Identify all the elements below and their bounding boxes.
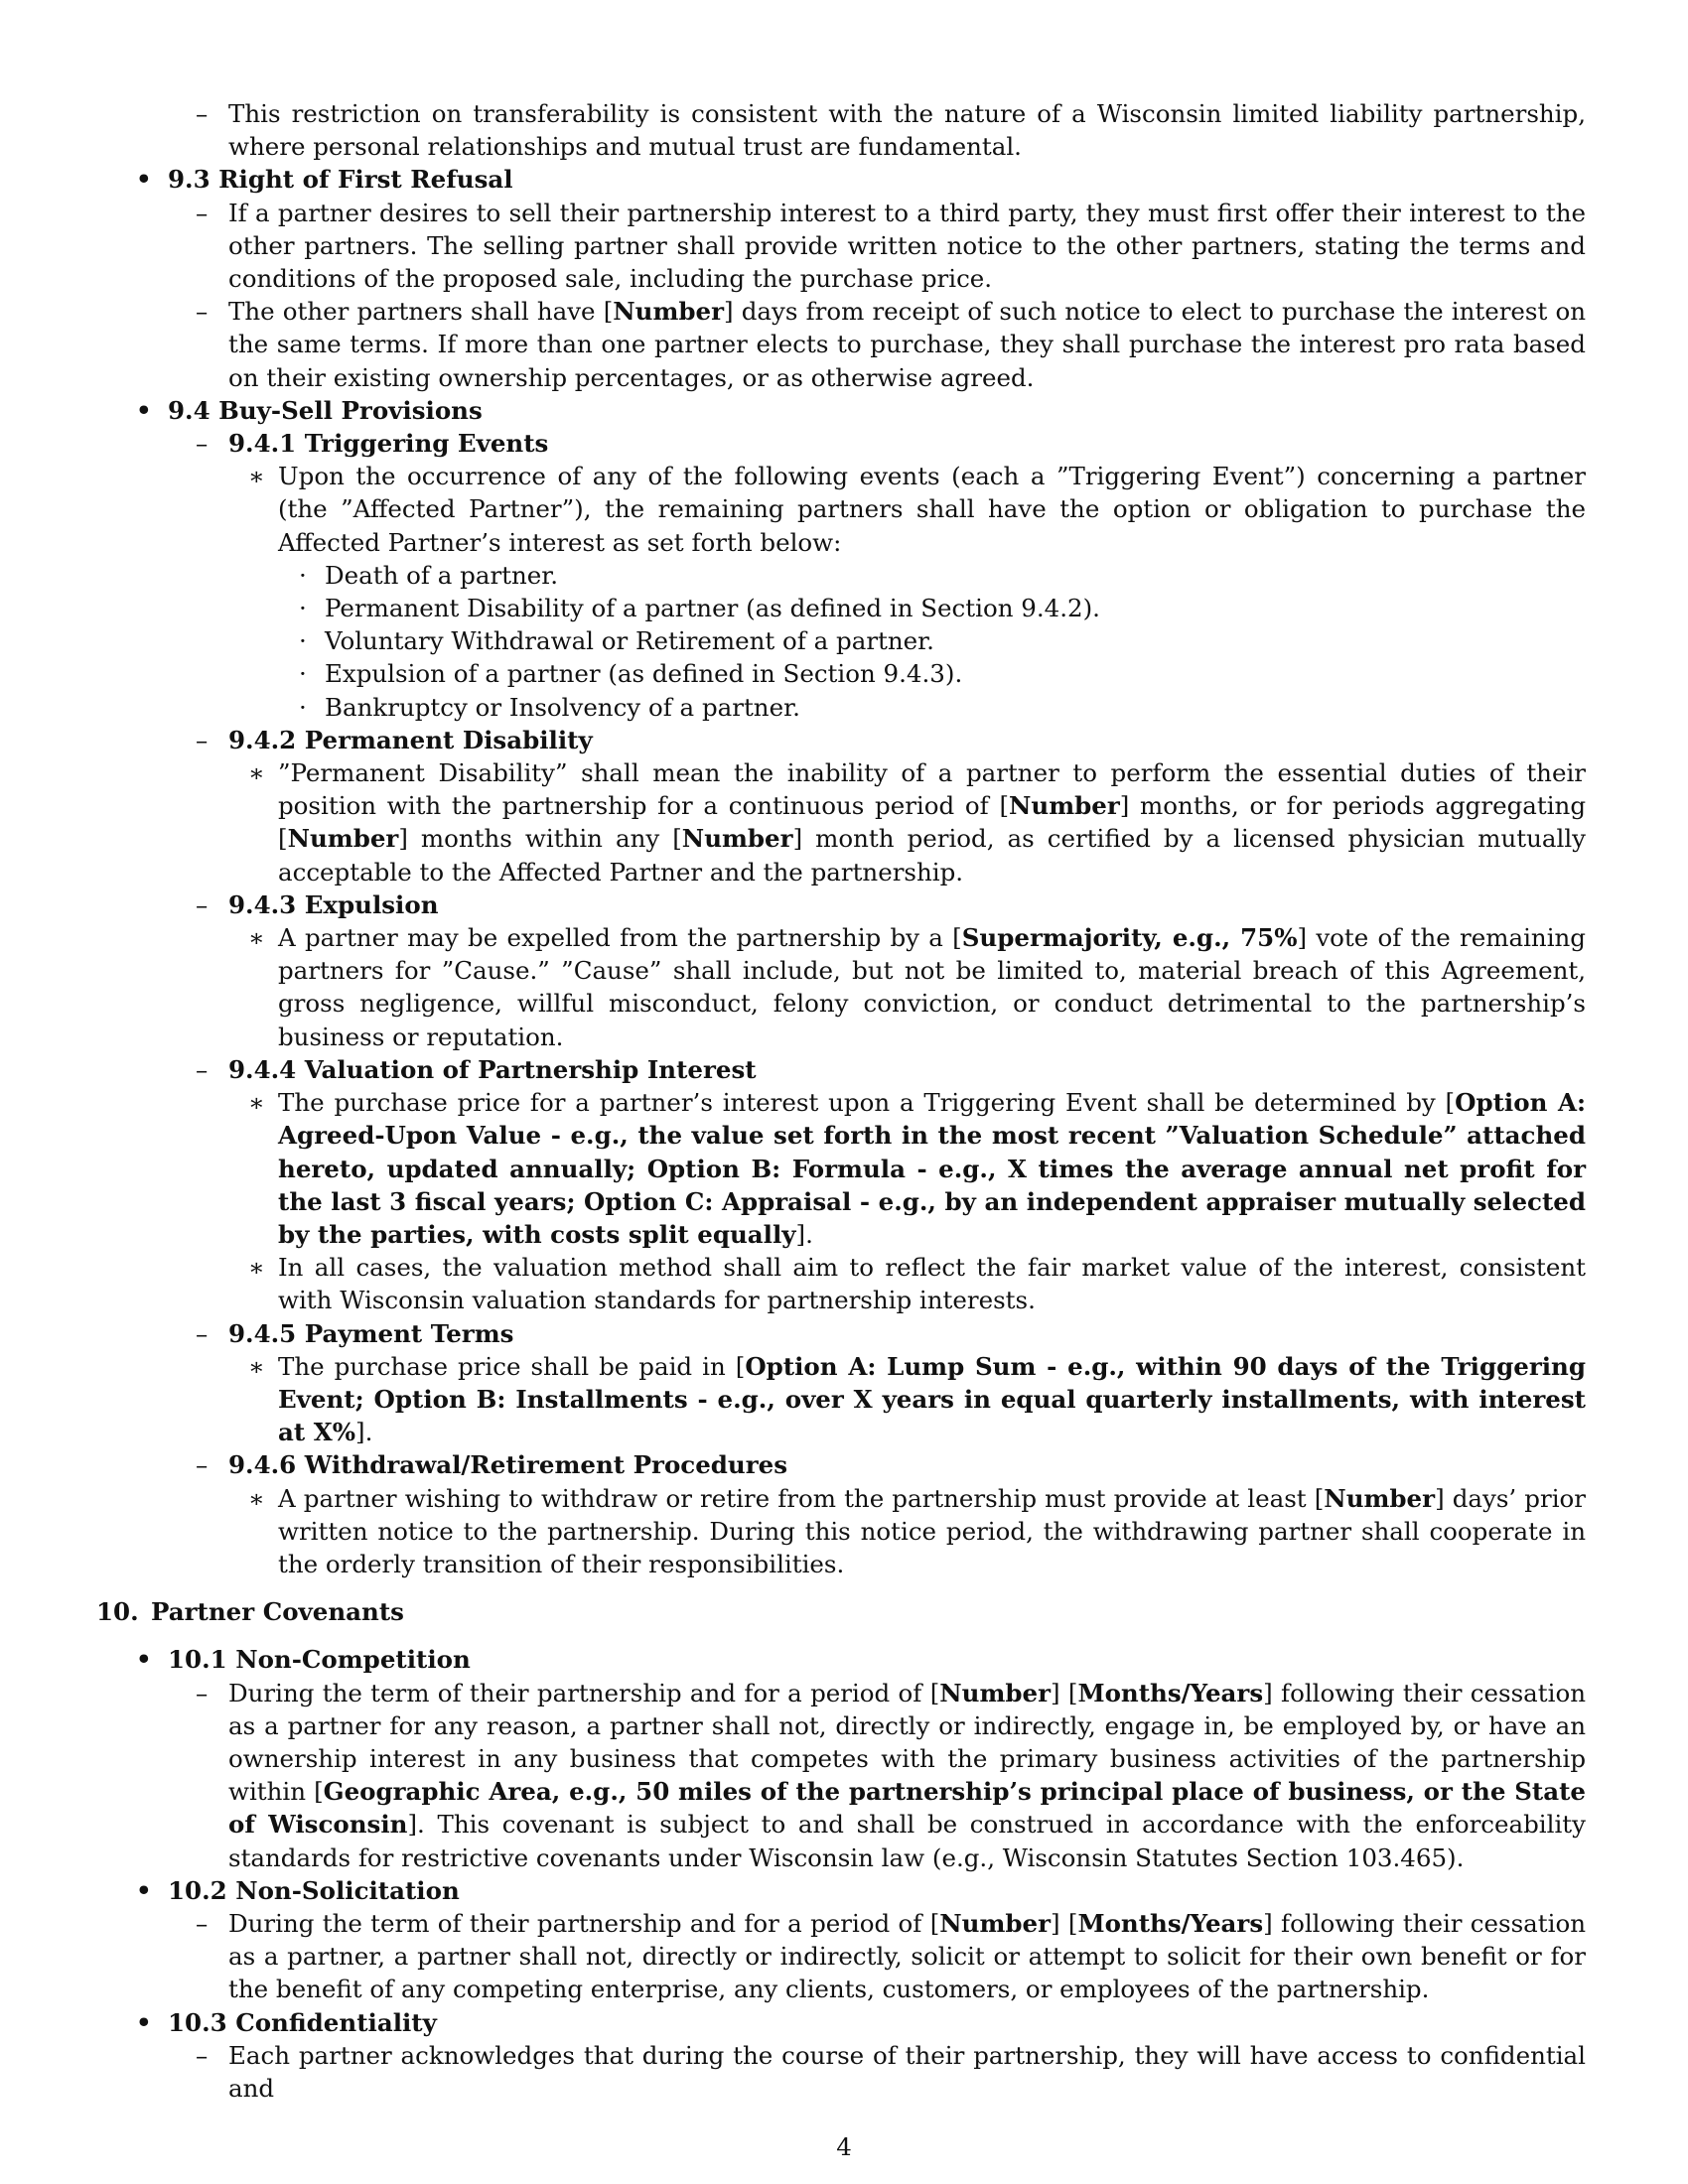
bold-text: Partner Covenants	[151, 1597, 404, 1627]
list-marker: •	[136, 1645, 152, 1675]
text-run: ] following their cessation as a partner, a partner shall not, directly or indirectly, solicit or attempt to solicit for their own benefit or for the benefit of any competing enterprise, any clients, customers, or employees of the partnership.	[228, 1908, 1586, 2004]
page-number: 4	[836, 2132, 852, 2161]
sub-list-item	[96, 197, 1586, 296]
list-marker: –	[196, 725, 209, 754]
list-item	[96, 1874, 1586, 1907]
sub-list-item	[96, 1907, 1586, 2006]
list-marker: •	[136, 395, 152, 425]
list-marker: ·	[299, 659, 307, 689]
bold-text: 10.2 Non-Solicitation	[168, 1875, 460, 1905]
sub-sub-list-item	[96, 1086, 1586, 1251]
text-run: Death of a partner.	[325, 560, 559, 590]
list-marker: –	[196, 1054, 209, 1084]
text-run: ] following their cessation as a partner for any reason, a partner shall not, directly or indirectly, engage in, be employed by, or have an ownership interest in any business that competes with the primary business activities of the partnership within [	[228, 1678, 1586, 1807]
sub-list-item	[96, 295, 1586, 394]
sub-list-item	[96, 888, 1586, 921]
bold-text: Number	[681, 824, 793, 854]
sub-list-item	[96, 1448, 1586, 1481]
bullet-item	[96, 691, 1586, 724]
sub-sub-list-item	[96, 921, 1586, 1053]
list-marker: •	[136, 2007, 152, 2037]
sub-sub-list-item	[96, 756, 1586, 888]
list-marker: ∗	[248, 923, 265, 953]
list-marker: –	[196, 297, 209, 327]
list-marker: –	[196, 889, 209, 919]
bold-text: Months/Years	[1077, 1678, 1264, 1707]
list-marker: –	[196, 1318, 209, 1348]
list-marker: –	[196, 1678, 209, 1707]
text-run: This restriction on transferability is consistent with the nature of a Wisconsin limited liability partnership, where personal relationships and mutual trust are fundamental.	[228, 99, 1586, 162]
list-item	[96, 163, 1586, 196]
bold-text: 9.4.1 Triggering Events	[228, 429, 549, 459]
bold-text: Number	[1324, 1483, 1436, 1513]
bullet-item	[96, 592, 1586, 624]
list-marker: –	[196, 1908, 209, 1938]
list-marker: ∗	[248, 1253, 265, 1283]
bold-text: Geographic Area, e.g., 50 miles of the partnership’s principal place of business, or the State of Wisconsin	[228, 1777, 1586, 1840]
list-marker: –	[196, 2040, 209, 2070]
text-run: ] days’ prior written notice to the partnership. During this notice period, the withdrawing partner shall cooperate in the orderly transition of their responsibilities.	[278, 1483, 1586, 1578]
bold-text: Option A: Agreed-Upon Value - e.g., the value set forth in the most recent ”Valuation Schedule” attached hereto, updated annually; Option B: Formula - e.g., X times the average annual net profit for the last 3 fiscal years; Option C: Appraisal - e.g., by an independent appraiser mutually selected by the parties, with costs split equally	[278, 1088, 1586, 1249]
sub-sub-list-item	[96, 1251, 1586, 1316]
text-run: ]. This covenant is subject to and shall be construed in accordance with the enforceability standards for restrictive covenants under Wisconsin law (e.g., Wisconsin Statutes Section 103.465).	[228, 1810, 1586, 1872]
bold-text: Supermajority, e.g., 75%	[961, 923, 1298, 953]
bold-text: 10.1 Non-Competition	[168, 1645, 471, 1675]
text-run: Upon the occurrence of any of the following events (each a ”Triggering Event”) concerning a partner (the ”Affected Partner”), the remaining partners shall have the option or obligation to purchase the Affected Partner’s interest as set forth below:	[278, 462, 1586, 557]
list-marker: ·	[299, 692, 307, 722]
list-marker: –	[196, 99, 209, 128]
text-run: ] month period, as certified by a licensed physician mutually acceptable to the Affected Partner and the partnership.	[278, 824, 1586, 887]
list-marker: –	[196, 1450, 209, 1480]
bold-text: 9.4.2 Permanent Disability	[228, 725, 593, 754]
bullet-item	[96, 657, 1586, 690]
list-marker: –	[196, 429, 209, 459]
sub-list-item	[96, 724, 1586, 756]
list-marker: ·	[299, 626, 307, 656]
list-marker: –	[196, 198, 209, 227]
text-run: During the term of their partnership and for a period of [	[228, 1908, 940, 1938]
list-marker: ·	[299, 560, 307, 590]
list-marker: •	[136, 165, 152, 195]
text-run: In all cases, the valuation method shall aim to reflect the fair market value of the interest, consistent with Wisconsin valuation standards for partnership interests.	[278, 1253, 1586, 1315]
bold-text: Months/Years	[1077, 1908, 1264, 1938]
text-run: If a partner desires to sell their partnership interest to a third party, they must first offer their interest to the other partners. The selling partner shall provide written notice to the other partners, stating the terms and conditions of the proposed sale, including the purchase price.	[228, 198, 1586, 294]
bold-text: Number	[1009, 791, 1120, 821]
bold-text: 9.4.3 Expulsion	[228, 889, 439, 919]
bold-text: Number	[613, 297, 725, 327]
sub-sub-list-item	[96, 1482, 1586, 1581]
list-marker: ∗	[248, 462, 265, 491]
bold-text: 9.4.4 Valuation of Partnership Interest	[228, 1054, 757, 1084]
text-run: ] days from receipt of such notice to elect to purchase the interest on the same terms. If more than one partner elects to purchase, they shall purchase the interest pro rata based on their existing ownership percentages, or as otherwise agreed.	[228, 297, 1586, 392]
text-run: ”Permanent Disability” shall mean the inability of a partner to perform the essential duties of their position with the partnership for a continuous period of [	[278, 758, 1586, 821]
bold-text: 10.3 Confidentiality	[168, 2007, 437, 2037]
document-body	[96, 97, 1586, 2105]
bold-text: 9.4.6 Withdrawal/Retirement Procedures	[228, 1450, 788, 1480]
sub-list-item	[96, 1317, 1586, 1350]
list-marker: •	[136, 1875, 152, 1905]
text-run: A partner may be expelled from the partnership by a [	[278, 923, 962, 953]
list-marker: ∗	[248, 1088, 265, 1118]
text-run: ] months, or for periods aggregating [	[278, 791, 1586, 854]
list-item	[96, 2006, 1586, 2039]
text-run: ] [	[1051, 1908, 1078, 1938]
bold-text: Number	[939, 1908, 1052, 1938]
text-run: ] months within any [	[398, 824, 682, 854]
text-run: ] [	[1051, 1678, 1078, 1707]
sub-sub-list-item	[96, 1350, 1586, 1449]
sub-list-item	[96, 2039, 1586, 2105]
sub-list-item	[96, 1677, 1586, 1874]
text-run: Bankruptcy or Insolvency of a partner.	[325, 692, 800, 722]
text-run: Each partner acknowledges that during the course of their partnership, they will have access to confidential and	[228, 2040, 1586, 2103]
text-run: ].	[795, 1219, 813, 1249]
bullet-item	[96, 559, 1586, 592]
text-run: The purchase price shall be paid in [	[278, 1351, 746, 1381]
text-run: Permanent Disability of a partner (as defined in Section 9.4.2).	[325, 594, 1100, 623]
list-marker: 10.	[96, 1597, 139, 1627]
bold-text: Option A: Lump Sum - e.g., within 90 days of the Triggering Event; Option B: Installments - e.g., over X years in equal quarterly installments, with interest at X%	[278, 1351, 1586, 1447]
text-run: ] vote of the remaining partners for ”Cause.” ”Cause” shall include, but not be limited to, material breach of this Agreement, gross negligence, willful misconduct, felony conviction, or conduct detrimental to the partnership’s business or reputation.	[278, 923, 1586, 1051]
list-marker: ·	[299, 594, 307, 623]
text-run: ].	[355, 1418, 373, 1447]
text-run: A partner wishing to withdraw or retire from the partnership must provide at least [	[278, 1483, 1325, 1513]
section-heading	[96, 1595, 1586, 1628]
bold-text: Number	[287, 824, 399, 854]
bold-text: 9.4.5 Payment Terms	[228, 1318, 514, 1348]
list-marker: ∗	[248, 758, 265, 788]
bold-text: 9.3 Right of First Refusal	[168, 165, 513, 195]
bold-text: 9.4 Buy-Sell Provisions	[168, 395, 483, 425]
list-item	[96, 1643, 1586, 1676]
text-run: During the term of their partnership and for a period of [	[228, 1678, 940, 1707]
list-marker: ∗	[248, 1351, 265, 1381]
text-run: The other partners shall have [	[228, 297, 614, 327]
sub-list-item	[96, 1053, 1586, 1086]
sub-list-item	[96, 97, 1586, 163]
list-marker: ∗	[248, 1483, 265, 1513]
list-item	[96, 394, 1586, 427]
sub-sub-list-item	[96, 460, 1586, 559]
sub-list-item	[96, 427, 1586, 460]
text-run: Voluntary Withdrawal or Retirement of a partner.	[325, 626, 934, 656]
text-run: Expulsion of a partner (as defined in Section 9.4.3).	[325, 659, 963, 689]
text-run: The purchase price for a partner’s interest upon a Triggering Event shall be determined by [	[278, 1088, 1456, 1118]
bullet-item	[96, 624, 1586, 657]
bold-text: Number	[939, 1678, 1052, 1707]
